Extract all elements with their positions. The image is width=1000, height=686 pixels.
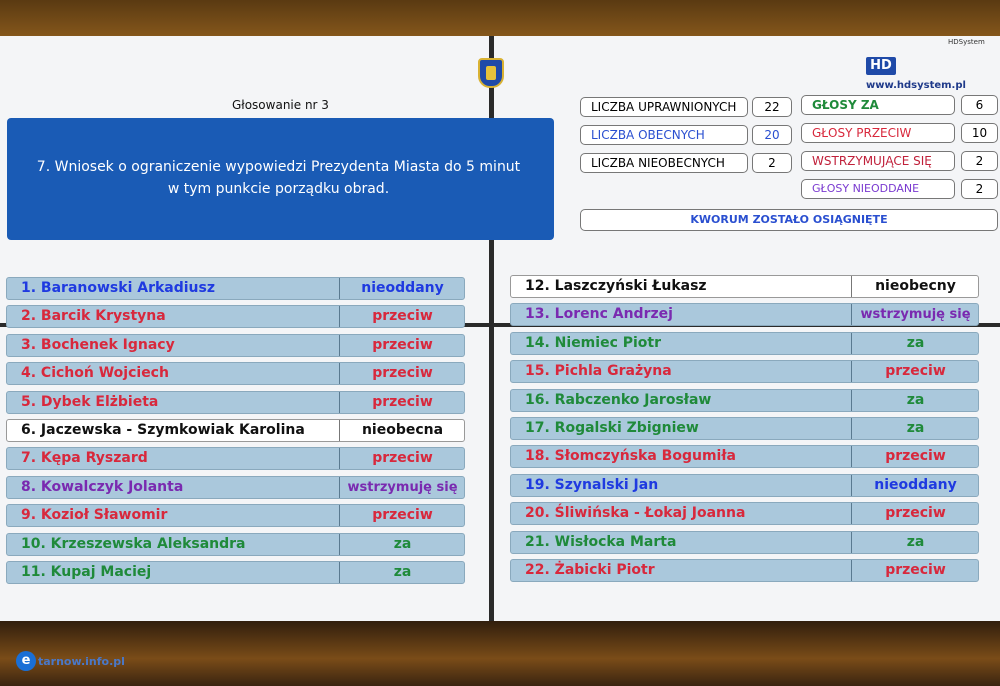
member-row	[510, 502, 979, 525]
member-name: 12. Laszczyński Łukasz	[525, 278, 707, 294]
member-name: 5. Dybek Elżbieta	[21, 394, 159, 410]
member-row	[6, 277, 465, 300]
member-row	[6, 533, 465, 556]
quorum-status: KWORUM ZOSTAŁO OSIĄGNIĘTE	[580, 209, 998, 231]
member-name: 10. Krzeszewska Aleksandra	[21, 536, 246, 552]
stat-obecnych-label: LICZBA OBECNYCH	[580, 125, 748, 145]
brand-caption: HDSystem	[948, 38, 985, 46]
member-row	[510, 332, 979, 355]
member-row	[6, 391, 465, 414]
member-row	[510, 445, 979, 468]
motion-text: 7. Wniosek o ograniczenie wypowiedzi Prezydenta Miasta do 5 minut w tym punkcie porządku obrad.	[7, 118, 554, 240]
stat-uprawnionych-value: 22	[752, 97, 792, 117]
stat-przeciw-label: GŁOSY PRZECIW	[801, 123, 955, 143]
member-row	[510, 275, 979, 298]
member-vote: za	[851, 532, 979, 553]
member-row	[510, 531, 979, 554]
stat-uprawnionych-label: LICZBA UPRAWNIONYCH	[580, 97, 748, 117]
member-vote: za	[851, 418, 979, 439]
stat-nieoddane-value: 2	[961, 179, 998, 199]
member-row	[510, 303, 979, 326]
member-row	[6, 476, 465, 499]
member-vote: przeciw	[851, 446, 979, 467]
member-name: 21. Wisłocka Marta	[525, 534, 677, 550]
member-name: 11. Kupaj Maciej	[21, 564, 152, 580]
member-name: 19. Szynalski Jan	[525, 477, 659, 493]
member-vote: wstrzymuję się	[851, 304, 979, 325]
member-name: 8. Kowalczyk Jolanta	[21, 479, 184, 495]
stat-nieoddane-label: GŁOSY NIEODDANE	[801, 179, 955, 199]
member-vote: nieoddany	[339, 278, 465, 299]
member-name: 16. Rabczenko Jarosław	[525, 392, 712, 408]
member-vote: za	[339, 562, 465, 583]
member-row	[6, 504, 465, 527]
city-crest-icon	[478, 58, 504, 88]
member-vote: za	[339, 534, 465, 555]
member-name: 14. Niemiec Piotr	[525, 335, 662, 351]
member-name: 3. Bochenek Ignacy	[21, 337, 175, 353]
watermark-logo-icon: e	[16, 651, 36, 671]
member-name: 4. Cichoń Wojciech	[21, 365, 169, 381]
member-name: 20. Śliwińska - Łokaj Joanna	[525, 505, 746, 521]
stat-za-value: 6	[961, 95, 998, 115]
watermark-text: tarnow.info.pl	[38, 655, 125, 668]
member-row	[6, 447, 465, 470]
member-vote: nieobecna	[339, 420, 465, 441]
brand-logo	[866, 55, 1000, 94]
member-name: 22. Żabicki Piotr	[525, 562, 655, 578]
member-vote: przeciw	[851, 560, 979, 581]
member-vote: przeciw	[339, 335, 465, 356]
member-vote: przeciw	[851, 503, 979, 524]
member-row	[6, 419, 465, 442]
member-name: 18. Słomczyńska Bogumiła	[525, 448, 736, 464]
member-row	[6, 561, 465, 584]
stat-wstrzymujace-label: WSTRZYMUJĄCE SIĘ	[801, 151, 955, 171]
member-vote: przeciw	[339, 392, 465, 413]
member-vote: nieoddany	[851, 475, 979, 496]
member-row	[510, 360, 979, 383]
member-name: 1. Baranowski Arkadiusz	[21, 280, 216, 296]
member-name: 9. Kozioł Sławomir	[21, 507, 168, 523]
member-vote: przeciw	[339, 505, 465, 526]
member-vote: za	[851, 333, 979, 354]
member-name: 7. Kępa Ryszard	[21, 450, 148, 466]
brand-url: www.hdsystem.pl	[866, 79, 966, 91]
stat-przeciw-value: 10	[961, 123, 998, 143]
member-name: 15. Pichla Grażyna	[525, 363, 672, 379]
member-row	[510, 474, 979, 497]
stat-nieobecnych-label: LICZBA NIEOBECNYCH	[580, 153, 748, 173]
member-vote: przeciw	[339, 363, 465, 384]
member-row	[6, 305, 465, 328]
stat-za-label: GŁOSY ZA	[801, 95, 955, 115]
member-row	[510, 417, 979, 440]
member-vote: przeciw	[339, 448, 465, 469]
member-row	[6, 362, 465, 385]
member-vote: przeciw	[339, 306, 465, 327]
member-vote: nieobecny	[851, 276, 979, 297]
member-vote: wstrzymuję się	[339, 477, 465, 498]
stat-obecnych-value: 20	[752, 125, 792, 145]
member-row	[510, 559, 979, 582]
stat-nieobecnych-value: 2	[752, 153, 792, 173]
member-vote: za	[851, 390, 979, 411]
member-vote: przeciw	[851, 361, 979, 382]
member-name: 17. Rogalski Zbigniew	[525, 420, 699, 436]
member-name: 2. Barcik Krystyna	[21, 308, 166, 324]
hd-logo-icon: HD	[866, 57, 896, 75]
stat-wstrzymujace-value: 2	[961, 151, 998, 171]
member-row	[6, 334, 465, 357]
vote-title: Głosowanie nr 3	[232, 98, 329, 112]
member-name: 13. Lorenc Andrzej	[525, 306, 673, 322]
member-row	[510, 389, 979, 412]
member-name: 6. Jaczewska - Szymkowiak Karolina	[21, 422, 305, 438]
